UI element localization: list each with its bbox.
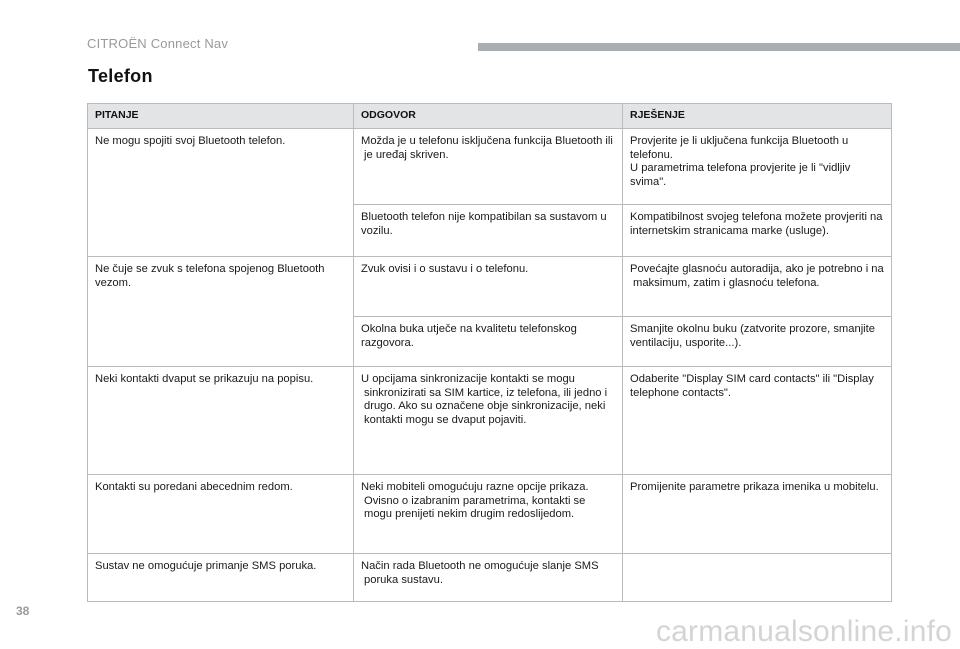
table-header-row [88,104,892,129]
table-row [88,554,892,602]
column-header-pitanje: PITANJE [88,104,354,129]
watermark: carmanualsonline.info [655,615,952,648]
solution-cell: Odaberite "Display SIM card contacts" ili "Display telephone contacts". [623,367,892,475]
table-row [88,257,892,317]
solution-cell [623,554,892,602]
table-row [88,475,892,554]
column-header-odgovor: ODGOVOR [354,104,623,129]
question-cell: Ne mogu spojiti svoj Bluetooth telefon. [88,129,354,257]
page-number: 38 [16,604,30,618]
solution-cell: Kompatibilnost svojeg telefona možete provjeriti na internetskim stranicama marke (usluge). [623,205,892,257]
header-bar [478,43,960,51]
answer-cell: Način rada Bluetooth ne omogućuje slanje SMS poruka sustavu. [354,554,623,602]
table-row [88,129,892,205]
answer-cell: Bluetooth telefon nije kompatibilan sa sustavom u vozilu. [354,205,623,257]
solution-text: Provjerite je li uključena funkcija Bluetooth u telefonu. [630,135,849,161]
answer-cell: Zvuk ovisi i o sustavu i o telefonu. [354,257,623,317]
page-title: Telefon [88,66,153,86]
answer-cell: Neki mobiteli omogućuju razne opcije prikaza. Ovisno o izabranim parametrima, kontakti se mogu prenijeti nekim drugim redoslijedom. [354,475,623,554]
solution-cell: Promijenite parametre prikaza imenika u mobitelu. [623,475,892,554]
solution-cell: Povećajte glasnoću autoradija, ako je potrebno i na maksimum, zatim i glasnoću telefona. [623,257,892,317]
question-cell: Neki kontakti dvaput se prikazuju na popisu. [88,367,354,475]
question-cell: Ne čuje se zvuk s telefona spojenog Bluetooth vezom. [88,257,354,367]
answer-cell: Okolna buka utječe na kvalitetu telefonskog razgovora. [354,317,623,367]
column-header-rjesenje: RJEŠENJE [623,104,892,129]
question-cell: Kontakti su poredani abecednim redom. [88,475,354,554]
table-row [88,367,892,475]
answer-cell: Možda je u telefonu isključena funkcija Bluetooth ili je uređaj skriven. [354,129,623,205]
question-cell: Sustav ne omogućuje primanje SMS poruka. [88,554,354,602]
solution-cell: Smanjite okolnu buku (zatvorite prozore, smanjite ventilaciju, usporite...). [623,317,892,367]
faq-table [87,103,892,602]
solution-cell [623,129,892,205]
solution-text: U parametrima telefona provjerite je li "vidljiv svima". [630,162,851,188]
answer-cell: U opcijama sinkronizacije kontakti se mogu sinkronizirati sa SIM kartice, iz telefona, ili jedno i drugo. Ako su označene obje sinkronizacije, neki kontakti mogu se dvaput pojaviti. [354,367,623,475]
brand-header: CITROËN Connect Nav [87,36,229,51]
